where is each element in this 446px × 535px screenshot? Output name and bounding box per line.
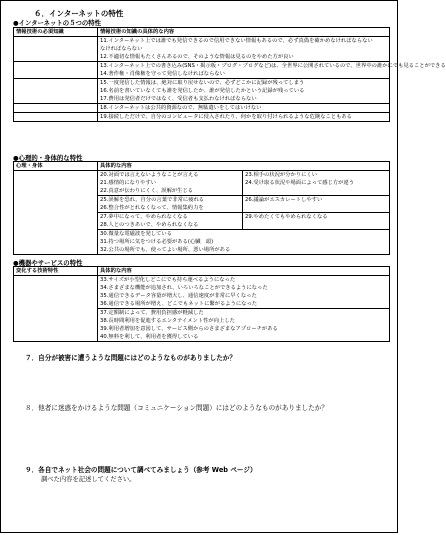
list-item: なければならない <box>100 46 143 52</box>
list-item: 32.公共の場所でも、使ってよい場所、悪い場所がある <box>100 247 231 253</box>
subsection-five-traits: ●インターネットの５つの特性 <box>13 19 102 27</box>
list-item: 25.誤解を恐れ、自分の言葉で非常に疲れる <box>100 197 205 203</box>
list-item: 31.持つ場所に気をつける必要がある(心臓 頭) <box>100 239 214 245</box>
content-cell <box>98 171 243 196</box>
category-cell <box>14 171 98 255</box>
content-cell <box>243 196 390 213</box>
header-concrete-content: 具体的な内容 <box>98 267 390 276</box>
list-item: 38.長時間利用を促進するエンタテイメント性が向上した <box>100 318 235 324</box>
list-item: 13.インターネット上での書き込み(SNS・掲示板・ブログ・ブログなど)は、全世界に公開されているので、世界中の誰かにでも見ることができる <box>100 63 446 69</box>
content-cell <box>98 113 390 122</box>
header-psych-body: 心理・身体 <box>14 162 98 171</box>
list-item: 26.議論がエスカレートしやすい <box>245 197 323 203</box>
psych-table <box>13 161 390 255</box>
device-table <box>13 266 390 342</box>
table-row <box>14 276 390 309</box>
content-cell <box>243 171 390 196</box>
list-item: 11.インターネット上では誰でも発信できるので信用できない情報もあるので、必ず真偽を確かめなければならない <box>100 38 373 44</box>
list-item: 20.対面では言えないようなことが言える <box>100 172 199 178</box>
list-item: 15.一度発信した情報は、絶対に取り戻せないので、必ずどこかに記録が残ってしまう <box>100 80 305 86</box>
content-cell <box>98 37 390 62</box>
list-item: 12.不適切な情報もたくさんあるので、そのような情報は見るのをやめた方が良い <box>100 54 294 60</box>
content-cell <box>98 62 446 79</box>
list-item: 22.真意が伝わりにくく、誤解が生じる <box>100 188 194 194</box>
content-cell <box>98 213 243 230</box>
question-7: ７．自分が被害に遭うような問題にはどのようなものがありましたか？ <box>25 354 236 362</box>
list-item: 24.受け取る状況や場面によって感じ方が違う <box>245 180 355 186</box>
list-item: 14.著作権・肖像権を守って発信しなければならない <box>100 71 225 77</box>
table-row <box>14 79 390 104</box>
list-item: 40.無料を利して、利用者を獲得している <box>100 334 199 340</box>
subsection-psych-physical: ●心理的・身体的な特性 <box>13 154 83 162</box>
list-item: 30.微量な電磁波を発している <box>100 231 172 237</box>
content-cell <box>98 104 390 113</box>
content-cell <box>98 196 243 213</box>
content-cell <box>98 276 390 309</box>
question-9-note: 調べた内容を記述してください。 <box>41 476 136 483</box>
table-row <box>14 37 390 62</box>
list-item: 27.夢中になって、やめられなくなる <box>100 214 188 220</box>
list-item: 17.費用は発信者だけではなく、受信者も支払わなければならない <box>100 96 257 102</box>
list-item: 18.インターネットは公共的資源なので、無駄遣いをしてはいけない <box>100 105 262 111</box>
header-concrete-content: 具体的な内容 <box>98 162 390 171</box>
section-title: ６．インターネットの特性 <box>34 9 124 18</box>
device-table-header <box>14 267 390 276</box>
category-cell <box>14 276 98 342</box>
category-cell <box>14 62 98 79</box>
category-cell <box>14 79 98 104</box>
list-item: 39.利用者増加を意図して、サービス側からのさまざまなアプローチがある <box>100 326 278 332</box>
list-item: 19.接続しただけで、自分のコンピュータに侵入されたり、何かを取り付けられるような危険なこともある <box>100 114 352 120</box>
list-item: 33.サイズが小型化しどこにでも持ち運べるようになった <box>100 277 236 283</box>
list-item: 37.定額制によって、費用負担感が軽減した <box>100 310 204 316</box>
category-cell <box>14 113 98 122</box>
list-item: 34.さまざまな機能が追加され、いろいろなことができるようになった <box>100 285 268 291</box>
list-item: 16.名前を書いていなくても誰を発信したか、誰が発信したかという記録が残っている <box>100 88 305 94</box>
list-item: 36.通信できる場所が増え、どこでもネットに繋がるようになった <box>100 301 258 307</box>
content-cell <box>243 213 390 230</box>
content-cell <box>98 309 390 342</box>
list-item: 28.人とのつきあいで、やめられなくなる <box>100 222 199 228</box>
subsection-device-service: ●機器やサービスの特性 <box>13 259 83 267</box>
traits-table <box>13 27 446 122</box>
content-cell <box>98 230 390 255</box>
category-cell <box>14 37 98 62</box>
table-row <box>14 113 390 122</box>
list-item: 21.感情的になりやすい <box>100 180 157 186</box>
traits-table-header <box>14 28 390 37</box>
content-cell <box>98 79 390 104</box>
table-row <box>14 62 390 79</box>
category-cell <box>14 104 98 113</box>
header-concrete-content: 情報技術の知識の具体的な内容 <box>98 28 390 37</box>
table-row <box>14 104 390 113</box>
list-item: 29.やめたくてもやめられなくなる <box>245 214 328 220</box>
list-item: 26.整合性がとれなくなって、情報集約力を <box>100 205 204 211</box>
header-required-knowledge: 情報技術の必須知識 <box>14 28 98 37</box>
table-row <box>14 171 390 196</box>
list-item: 35.通信できるデータ容量が増大し、通信速度が非常に早くなった <box>100 293 257 299</box>
psych-table-header <box>14 162 390 171</box>
header-changing-tech: 変化する技術特性 <box>14 267 98 276</box>
list-item: 23.相手の状況が分かりにくい <box>245 172 317 178</box>
question-8: ８．他者に迷惑をかけるような問題（コミュニケーション問題）にはどのようなものがありましたか？ <box>25 404 328 412</box>
question-9: ９．各自でネット社会の問題について調べてみましょう（参考 Web ページ） <box>25 466 257 474</box>
